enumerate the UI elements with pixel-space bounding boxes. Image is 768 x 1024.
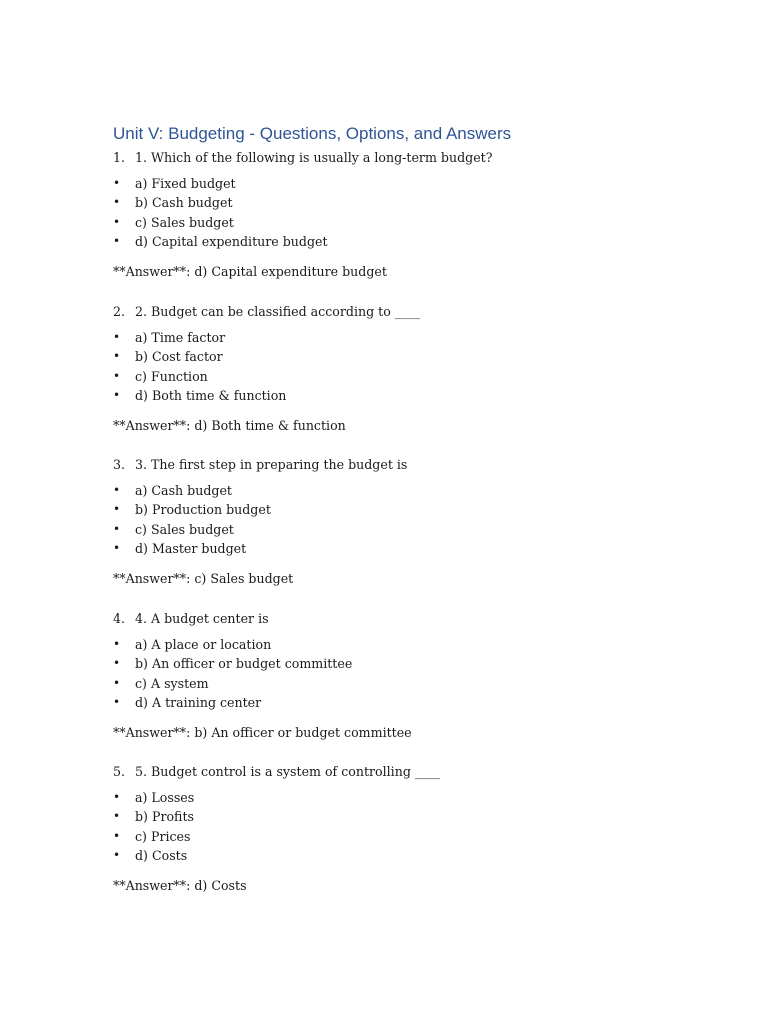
bullet-icon: • <box>113 214 121 229</box>
option-label: b) Cash budget <box>135 195 233 211</box>
bullet-icon: • <box>113 349 121 364</box>
option-label: b) Profits <box>135 809 194 825</box>
option-label: d) Both time & function <box>135 387 287 403</box>
bullet-icon: • <box>113 809 121 824</box>
question-label: 2. Budget can be classified according to ____ <box>135 304 420 319</box>
option-label: a) Fixed budget <box>135 176 236 191</box>
page-title: Unit V: Budgeting - Questions, Options, and Answers <box>113 124 512 143</box>
question-label: 4. A budget center is <box>135 611 269 626</box>
answer-line: **Answer**: d) Costs <box>113 878 247 893</box>
bullet-icon: • <box>113 790 121 804</box>
option-label: a) Losses <box>135 790 195 805</box>
option-label: b) Cost factor <box>135 349 223 365</box>
option-label: c) A system <box>135 675 209 691</box>
option-label: d) Master budget <box>135 540 247 556</box>
option-label: c) Function <box>135 368 208 384</box>
question-text <box>113 304 673 320</box>
bullet-icon: • <box>113 502 121 517</box>
bullet-icon: • <box>113 637 121 651</box>
answer-line: **Answer**: c) Sales budget <box>113 571 294 586</box>
question-block <box>113 611 673 740</box>
question-block <box>113 304 673 433</box>
question-text <box>113 764 673 780</box>
option-label: c) Sales budget <box>135 214 234 230</box>
answer-line: **Answer**: b) An officer or budget committee <box>113 725 412 740</box>
option-label: d) Costs <box>135 847 188 863</box>
question-text <box>113 611 673 627</box>
option-label: b) An officer or budget committee <box>135 656 353 672</box>
bullet-icon: • <box>113 387 121 402</box>
option-label: a) Time factor <box>135 330 226 345</box>
option-label: d) Capital expenditure budget <box>135 233 328 249</box>
question-number: 2. <box>113 304 126 319</box>
bullet-icon: • <box>113 675 121 690</box>
question-number: 5. <box>113 764 126 779</box>
question-text <box>113 150 673 166</box>
question-block <box>113 457 673 586</box>
bullet-icon: • <box>113 656 121 671</box>
option-label: a) Cash budget <box>135 483 232 498</box>
answer-line: **Answer**: d) Capital expenditure budget <box>113 264 387 279</box>
bullet-icon: • <box>113 521 121 536</box>
question-block <box>113 150 673 279</box>
answer-line: **Answer**: d) Both time & function <box>113 418 346 433</box>
bullet-icon: • <box>113 694 121 709</box>
question-number: 3. <box>113 457 126 472</box>
bullet-icon: • <box>113 195 121 210</box>
bullet-icon: • <box>113 368 121 383</box>
option-label: b) Production budget <box>135 502 271 518</box>
bullet-icon: • <box>113 233 121 248</box>
option-label: c) Prices <box>135 828 191 844</box>
bullet-icon: • <box>113 176 121 190</box>
option-label: c) Sales budget <box>135 521 234 537</box>
question-label: 5. Budget control is a system of controlling ____ <box>135 764 441 779</box>
bullet-icon: • <box>113 828 121 843</box>
question-text <box>113 457 673 473</box>
bullet-icon: • <box>113 330 121 344</box>
bullet-icon: • <box>113 847 121 862</box>
question-number: 1. <box>113 150 126 165</box>
bullet-icon: • <box>113 540 121 555</box>
question-block <box>113 764 673 893</box>
question-number: 4. <box>113 611 126 626</box>
option-label: a) A place or location <box>135 637 272 652</box>
question-label: 3. The first step in preparing the budget is <box>135 457 408 472</box>
option-label: d) A training center <box>135 694 262 710</box>
bullet-icon: • <box>113 483 121 497</box>
question-label: 1. Which of the following is usually a long-term budget? <box>135 150 493 165</box>
